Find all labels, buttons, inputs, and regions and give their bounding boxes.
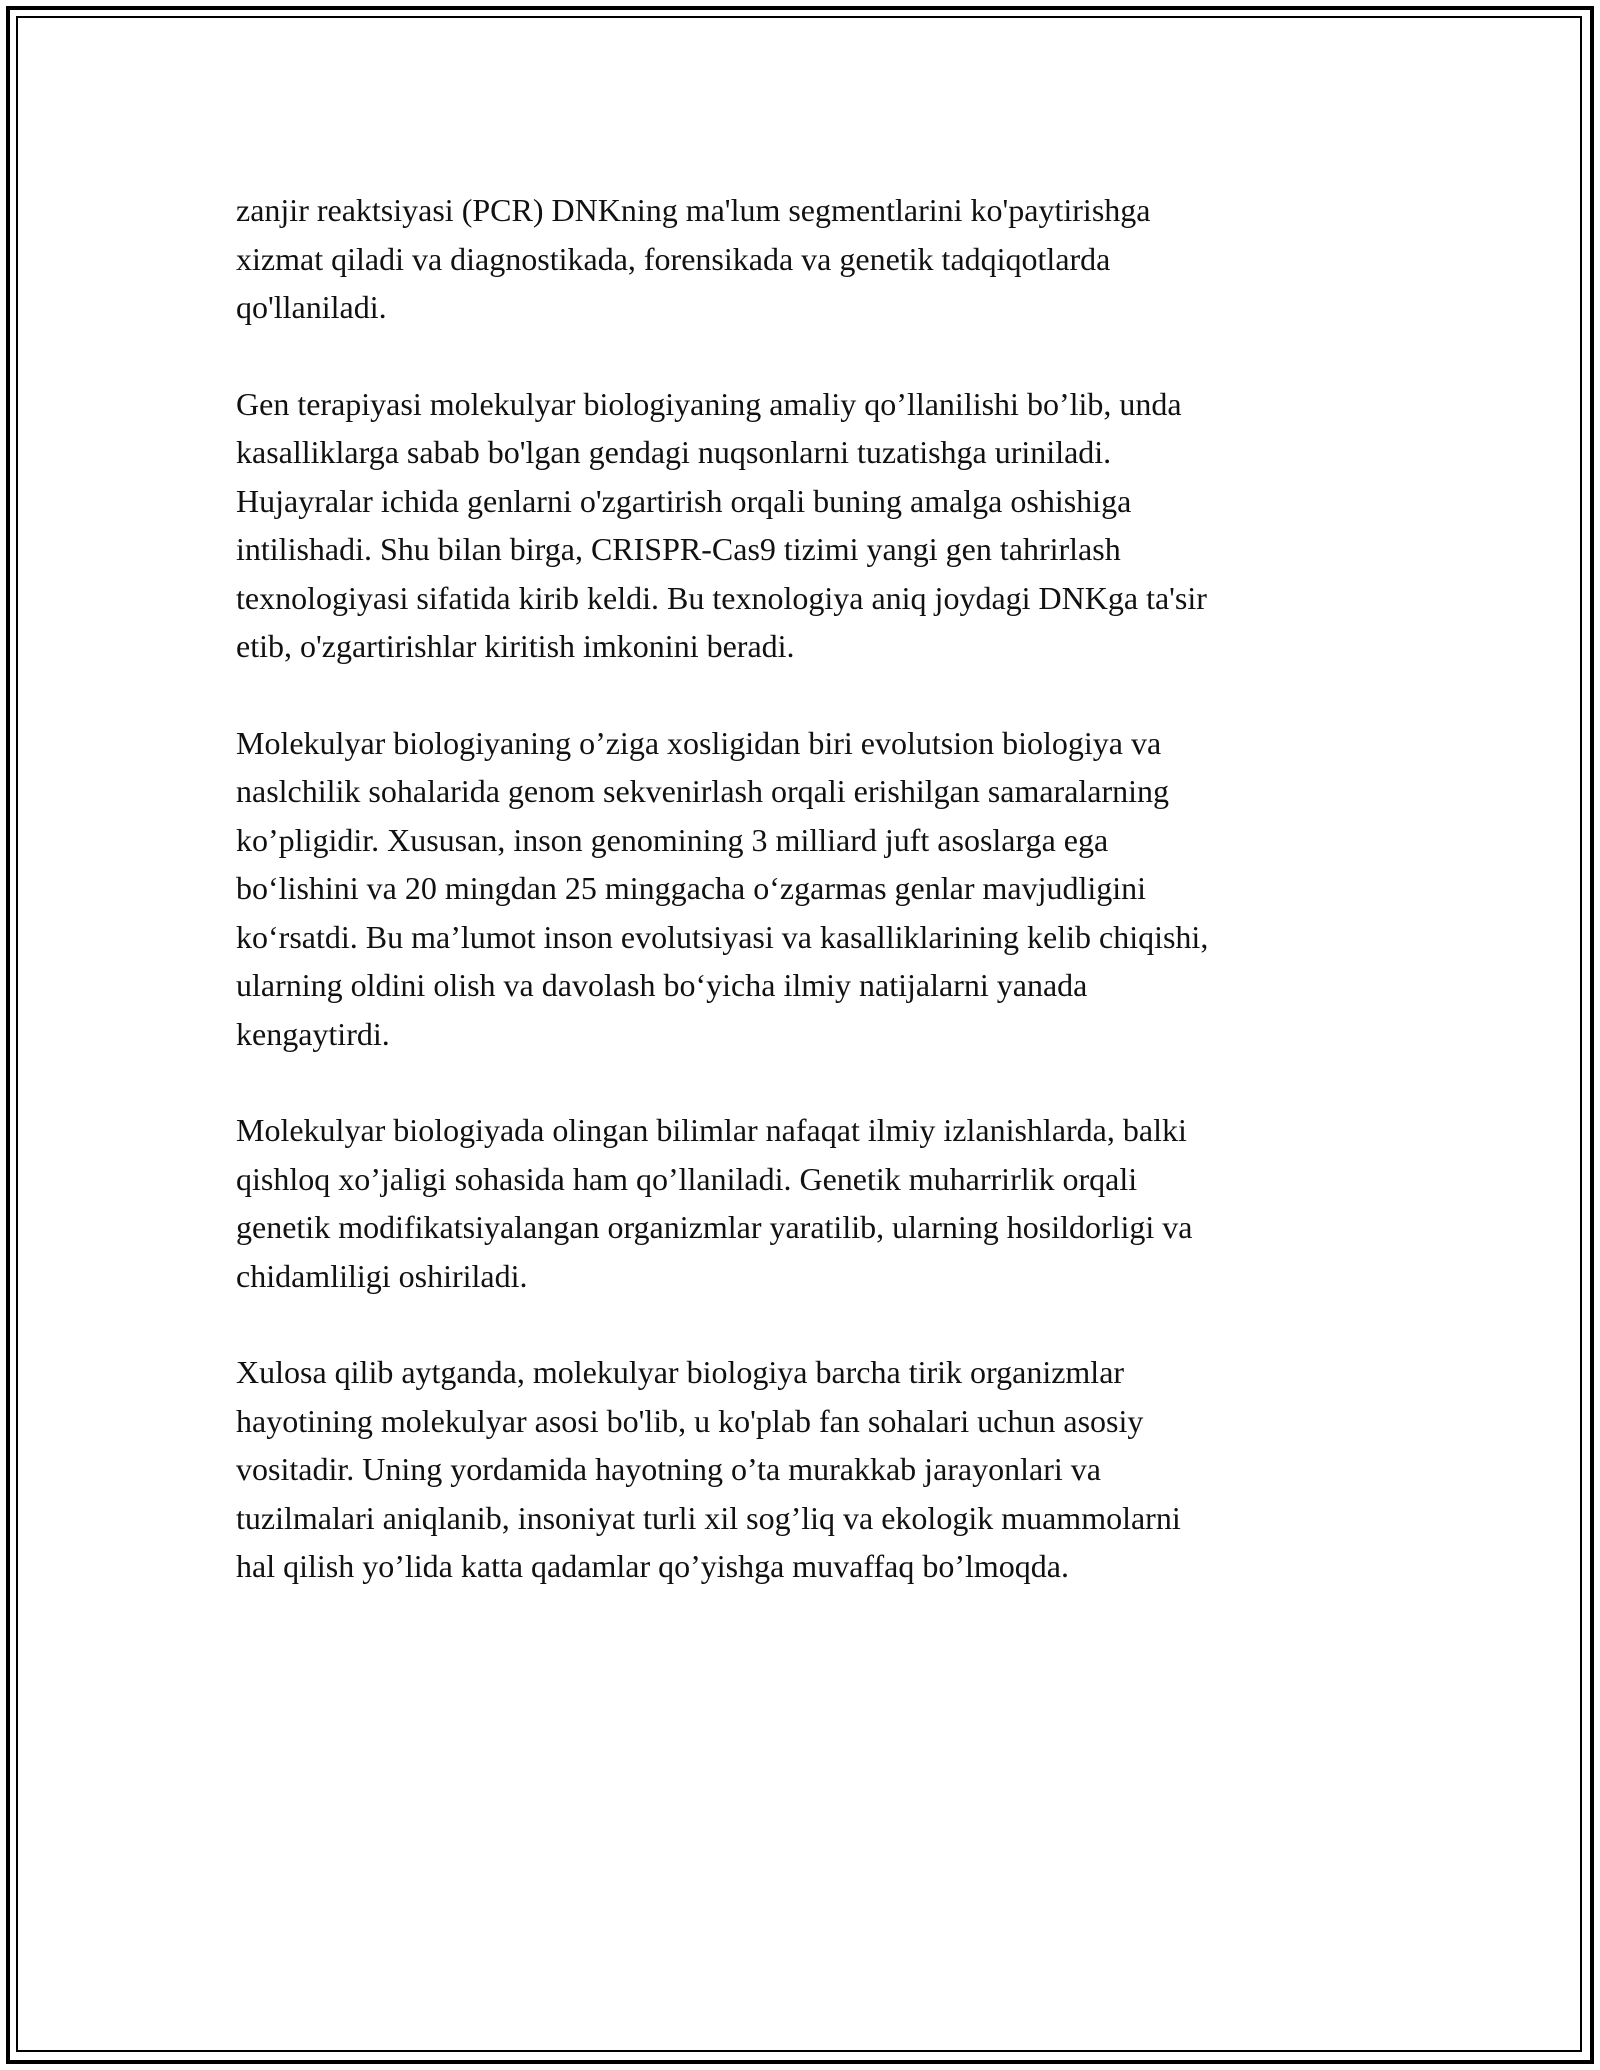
text-line: kasalliklarga sabab bo'lgan gendagi nuqsonlarni tuzatishga uriniladi. [236,434,1112,470]
text-line: tuzilmalari aniqlanib, insoniyat turli xil sog’liq va ekologik muammolarni [236,1499,1181,1536]
text-line: kengaytirdi. [236,1015,390,1052]
text-line: zanjir reaktsiyasi (PCR) DNKning ma'lum segmentlarini ko'paytirishga [236,192,1151,228]
text-line: hayotining molekulyar asosi bo'lib, u ko'plab fan sohalari uchun asosiy [236,1402,1144,1439]
text-line: Xulosa qilib aytganda, molekulyar biologiya barcha tirik organizmlar [236,1354,1125,1390]
paragraph-genome-sequencing [236,719,1356,1059]
paragraph-pcr [236,186,1356,332]
text-line: Molekulyar biologiyada olingan bilimlar nafaqat ilmiy izlanishlarda, balki [236,1112,1187,1148]
text-line: vositadir. Uning yordamida hayotning o’ta murakkab jarayonlari va [236,1451,1101,1487]
document-body [236,186,1356,1639]
text-line: hal qilish yo’lida katta qadamlar qo’yishga muvaffaq bo’lmoqda. [236,1548,1069,1584]
text-line: xizmat qiladi va diagnostikada, forensikada va genetik tadqiqotlarda [236,240,1111,277]
paragraph-agriculture [236,1106,1356,1300]
text-line: qishloq xo’jaligi sohasida ham qo’llaniladi. Genetik muharrirlik orqali [236,1160,1138,1197]
text-line: ko’pligidir. Xususan, inson genomining 3 milliard juft asoslarga ega [236,821,1109,858]
text-line: koʻrsatdi. Bu maʼlumot inson evolutsiyasi va kasalliklarining kelib chiqishi, [236,918,1209,955]
text-line: texnologiyasi sifatida kirib keldi. Bu texnologiya aniq joydagi DNKga ta'sir [236,579,1207,616]
text-line: boʻlishini va 20 mingdan 25 minggacha oʻzgarmas genlar mavjudligini [236,870,1147,906]
text-line: Gen terapiyasi molekulyar biologiyaning amaliy qo’llanilishi bo’lib, unda [236,385,1182,422]
text-line: genetik modifikatsiyalangan organizmlar yaratilib, ularning hosildorligi va [236,1209,1193,1245]
text-line: chidamliligi oshiriladi. [236,1257,528,1294]
text-line: Hujayralar ichida genlarni o'zgartirish orqali buning amalga oshishiga [236,482,1132,519]
text-line: Molekulyar biologiyaning o’ziga xosligidan biri evolutsion biologiya va [236,724,1162,761]
text-line: naslchilik sohalarida genom sekvenirlash orqali erishilgan samaralarning [236,773,1170,809]
text-line: etib, o'zgartirishlar kiritish imkonini beradi. [236,628,795,664]
paragraph-gene-therapy [236,380,1356,671]
text-line: qo'llaniladi. [236,289,387,325]
text-line: ularning oldini olish va davolash boʻyicha ilmiy natijalarni yanada [236,967,1088,1003]
text-line: intilishadi. Shu bilan birga, CRISPR-Cas9 tizimi yangi gen tahrirlash [236,531,1121,567]
paragraph-conclusion [236,1348,1356,1591]
